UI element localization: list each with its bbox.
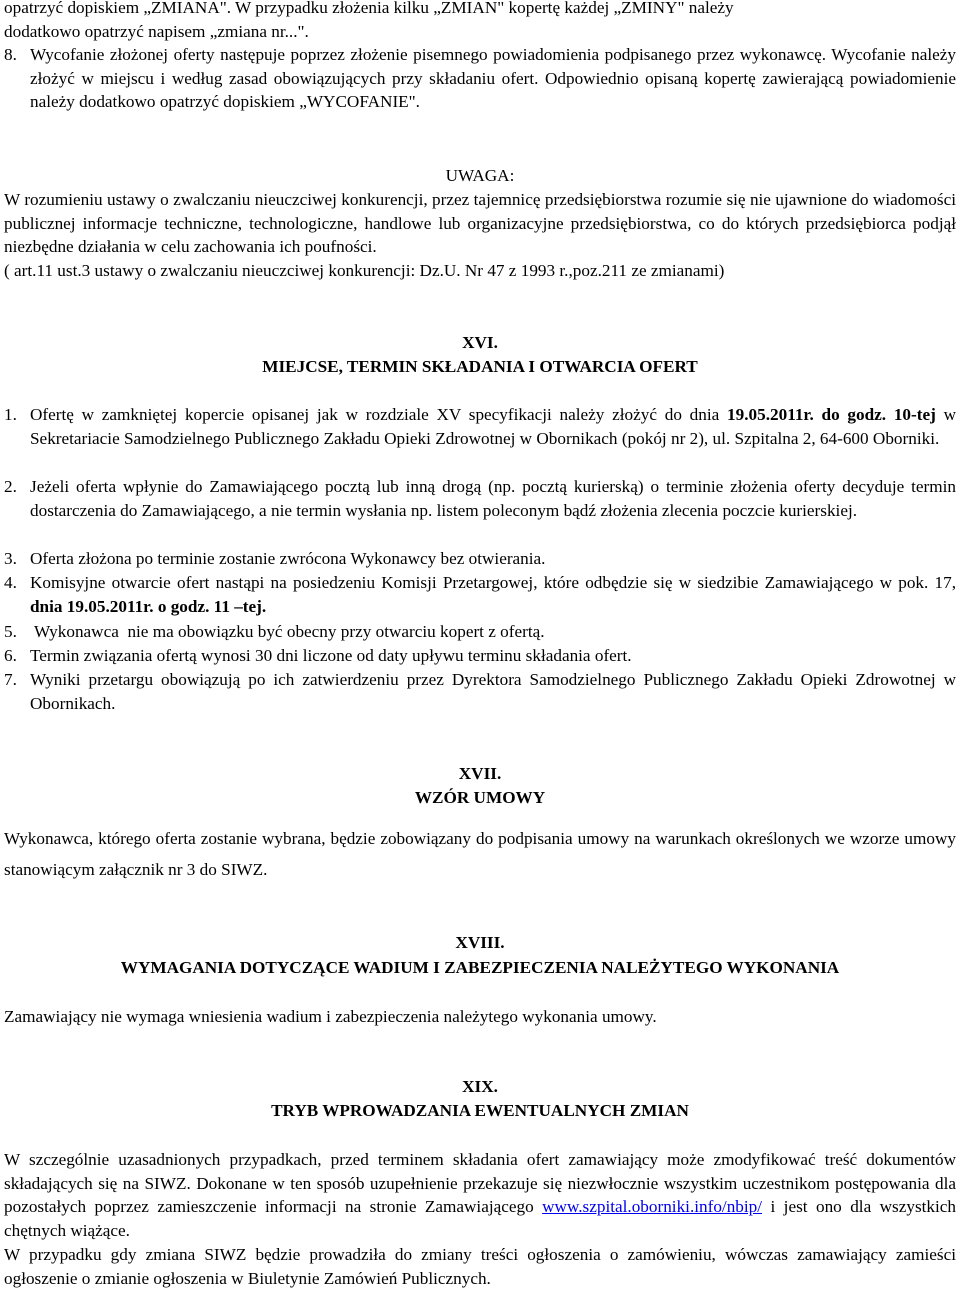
list-item-8 (4, 43, 956, 114)
opening-date: dnia 19.05.2011r. o godz. 11 –tej. (30, 596, 267, 616)
continuation-text (4, 0, 956, 43)
section-18-text: Zamawiający nie wymaga wniesienia wadium i zabezpieczenia należytego wykonania umowy. (4, 1007, 657, 1026)
list-item-text-part: Komisyjne otwarcie ofert nastąpi na posiedzeniu Komisji Przetargowej, które odbędzie się w siedzibie Zamawiającego w pok. 17, (30, 573, 956, 592)
uwaga-text: W rozumieniu ustawy o zwalczaniu nieuczciwej konkurencji, przez tajemnicę przedsiębiorstwa rozumie się nie ujawnione do wiadomości publicznej informacje techniczne, technologiczne, handlowe lub organizacyjne przedsiębiorstwa, co do których przedsiębiorca podjął niezbędne działania w celu zachowania ich poufności. (4, 190, 956, 257)
section-19-paragraph-1 (4, 1148, 956, 1242)
section-19-paragraph-2: W przypadku gdy zmiana SIWZ będzie prowadziła do zmiany treści ogłoszenia o zamówieniu, wówczas zamawiający zamieści ogłoszenie o zmianie ogłoszenia w Biuletynie Zamówień Publicznych. (4, 1245, 956, 1288)
list-item-number: 2. (4, 477, 17, 496)
list-item-text: Termin związania ofertą wynosi 30 dni liczone od daty upływu terminu składania ofert. (30, 646, 632, 665)
list-item-text (30, 571, 956, 618)
section-19-title: TRYB WPROWADZANIA EWENTUALNYCH ZMIAN (271, 1101, 689, 1120)
section-16-title: MIEJCSE, TERMIN SKŁADANIA I OTWARCIA OFERT (262, 357, 698, 376)
section-17-title: WZÓR UMOWY (414, 788, 546, 807)
list-item-number: 3. (4, 549, 17, 568)
list-item (4, 475, 956, 522)
list-item-number: 4. (4, 573, 17, 592)
section-18-numeral: XVIII. (455, 933, 505, 952)
section-17-numeral: XVII. (458, 764, 502, 783)
list-item (4, 620, 956, 644)
section-17-text: Wykonawca, którego oferta zostanie wybrana, będzie zobowiązany do podpisania umowy na warunkach określonych we wzorze umowy stanowiącym załącznik nr 3 do SIWZ. (4, 829, 956, 879)
section-16-numeral: XVI. (462, 333, 498, 352)
list-item (4, 403, 956, 450)
list-item-number: 7. (4, 670, 17, 689)
list-item-number: 1. (4, 405, 17, 424)
section-19-numeral: XIX. (462, 1077, 498, 1096)
list-item-text: Oferta złożona po terminie zostanie zwrócona Wykonawcy bez otwierania. (30, 549, 546, 568)
list-item-number: 5. (4, 622, 17, 641)
list-item-text: Wykonawca nie ma obowiązku być obecny przy otwarciu kopert z ofertą. (30, 622, 545, 641)
list-item-text-part: Ofertę w zamkniętej kopercie opisanej jak w rozdziale XV specyfikacji należy złożyć do dnia (30, 405, 728, 424)
list-item (4, 547, 956, 571)
list-item (4, 644, 956, 668)
list-item-number: 8. (4, 45, 17, 64)
list-item (4, 668, 956, 715)
continuation-line-1: opatrzyć dopiskiem „ZMIANA". W przypadku złożenia kilku „ZMIAN" kopertę każdej „ZMINY" należy (4, 0, 734, 17)
continuation-line-2: dodatkowo opatrzyć napisem „zmiana nr...". (4, 21, 309, 41)
uwaga-citation: ( art.11 ust.3 ustawy o zwalczaniu nieuczciwej konkurencji: Dz.U. Nr 47 z 1993 r.,poz.211 ze zmianami) (4, 261, 725, 280)
section-18-title: WYMAGANIA DOTYCZĄCE WADIUM I ZABEZPIECZENIA NALEŻYTEGO WYKONANIA (120, 958, 840, 977)
deadline-date: 19.05.2011r. do godz. 10-tej (727, 405, 936, 424)
list-item-text-part: w Sekretariacie Samodzielnego Publicznego Zakładu Opieki Zdrowotnej w Obornikach (pokój nr 2), ul. Szpitalna 2, 64-600 Oborniki. (30, 405, 956, 448)
bip-link[interactable]: www.szpital.oborniki.info/nbip/ (542, 1197, 763, 1217)
uwaga-heading: UWAGA: (445, 166, 515, 185)
list-item-text: Wycofanie złożonej oferty następuje poprzez złożenie pisemnego powiadomienia podpisanego przez wykonawcę. Wycofanie należy złożyć w miejscu i według zasad obowiązujących przy składaniu ofert. Odpowiednio opisaną kopertę zawierającą powiadomienie należy dodatkowo opatrzyć dopiskiem „WYCOFANIE". (30, 45, 956, 112)
list-item-text: Jeżeli oferta wpłynie do Zamawiającego pocztą lub inną drogą (np. pocztą kurierską) o terminie złożenia oferty decyduje termin dostarczenia do Zamawiającego, a nie termin wysłania np. listem poleconym bądź złożenia zlecenia poczcie kurierskiej. (30, 477, 956, 520)
paragraph-text-part: i jest ono dla wszystkich chętnych wiążące. (4, 1197, 957, 1240)
list-item-text (30, 403, 956, 450)
list-item-number: 6. (4, 646, 17, 665)
list-item (4, 571, 956, 618)
paragraph-text-part: W szczególnie uzasadnionych przypadkach, przed terminem składania ofert zamawiający może zmodyfikować treść dokumentów składających się na SIWZ. Dokonane w ten sposób uzupełnienie przekazuje się niezwłocznie wszystkim uczestnikom postępowania dla pozostałych poprzez zamieszczenie informacji na stronie Zamawiającego (4, 1150, 956, 1217)
list-item-text: Wyniki przetargu obowiązują po ich zatwierdzeniu przez Dyrektora Samodzielnego Publicznego Zakładu Opieki Zdrowotnej w Obornikach. (30, 670, 956, 713)
